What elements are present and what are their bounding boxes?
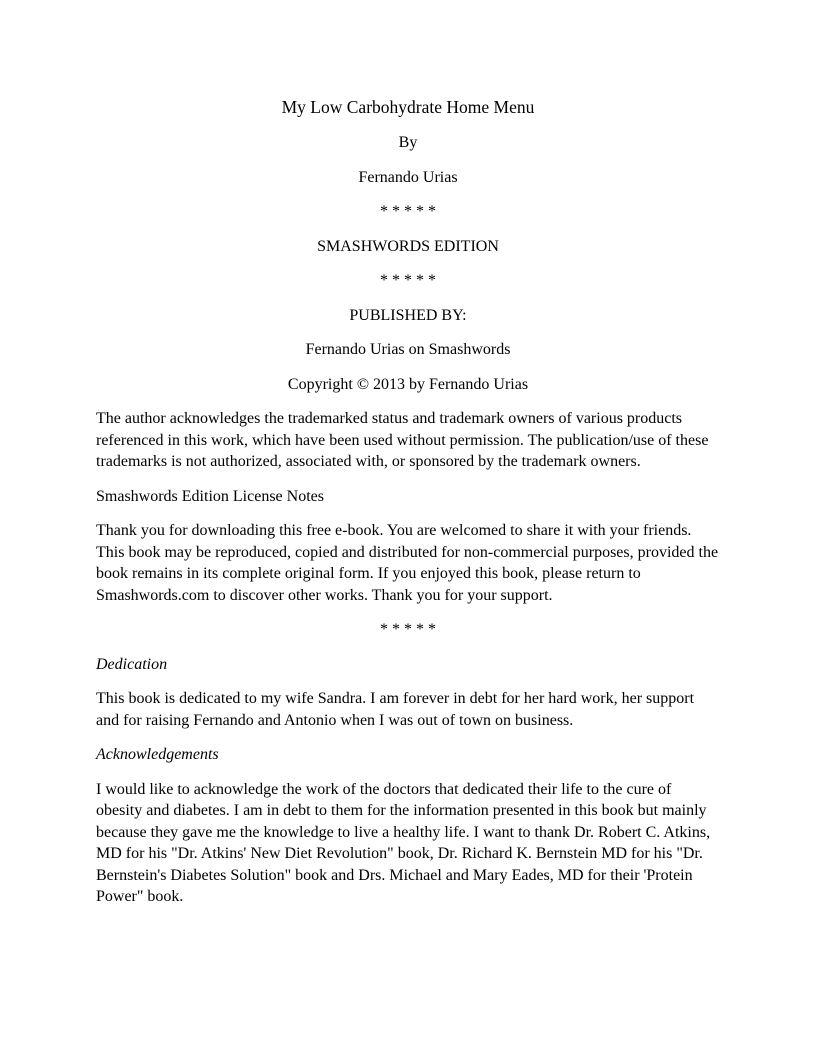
publisher-line: Fernando Urias on Smashwords <box>305 341 511 358</box>
acknowledgements-heading: Acknowledgements <box>96 746 219 763</box>
separator-stars: * * * * * <box>380 203 436 220</box>
book-title: My Low Carbohydrate Home Menu <box>281 97 535 117</box>
trademark-notice: The author acknowledges the trademarked status and trademark owners of various products referenced in this work, which have been used without permission. The publication/use of these trademarks is not authorized, associated with, or sponsored by the trademark owners. <box>96 410 709 470</box>
edition-line: SMASHWORDS EDITION <box>317 237 499 255</box>
separator-stars: * * * * * <box>380 621 436 638</box>
byline: By <box>398 134 418 151</box>
acknowledgements-text: I would like to acknowledge the work of the doctors that dedicated their life to the cure of obesity and diabetes. I am in debt to them for the information presented in this book but mainly because they gave me the knowledge to live a healthy life. I want to thank Dr. Robert C. Atkins, MD for his "Dr. Atkins' New Diet Revolution" book, Dr. Richard K. Bernstein MD for his "Dr. Bernstein's Diabetes Solution" book and Drs. Michael and Mary Eades, MD for their 'Protein Power" book. <box>96 780 711 905</box>
published-by-label: PUBLISHED BY: <box>349 306 467 324</box>
copyright-line: Copyright © 2013 by Fernando Urias <box>287 375 529 393</box>
dedication-heading: Dedication <box>96 655 168 673</box>
separator-stars: * * * * * <box>380 272 436 289</box>
author-name: Fernando Urias <box>358 168 458 186</box>
license-notes-heading: Smashwords Edition License Notes <box>96 487 324 505</box>
license-notes-text: Thank you for downloading this free e-book. You are welcomed to share it with your friends. This book may be reproduced, copied and distributed for non-commercial purposes, provided the book remains in its complete original form. If you enjoyed this book, please return to Smashwords.com to discover other works. Thank you for your support. <box>96 522 719 604</box>
dedication-text: This book is dedicated to my wife Sandra. I am forever in debt for her hard work, her support and for raising Fernando and Antonio when I was out of town on business. <box>96 690 695 729</box>
